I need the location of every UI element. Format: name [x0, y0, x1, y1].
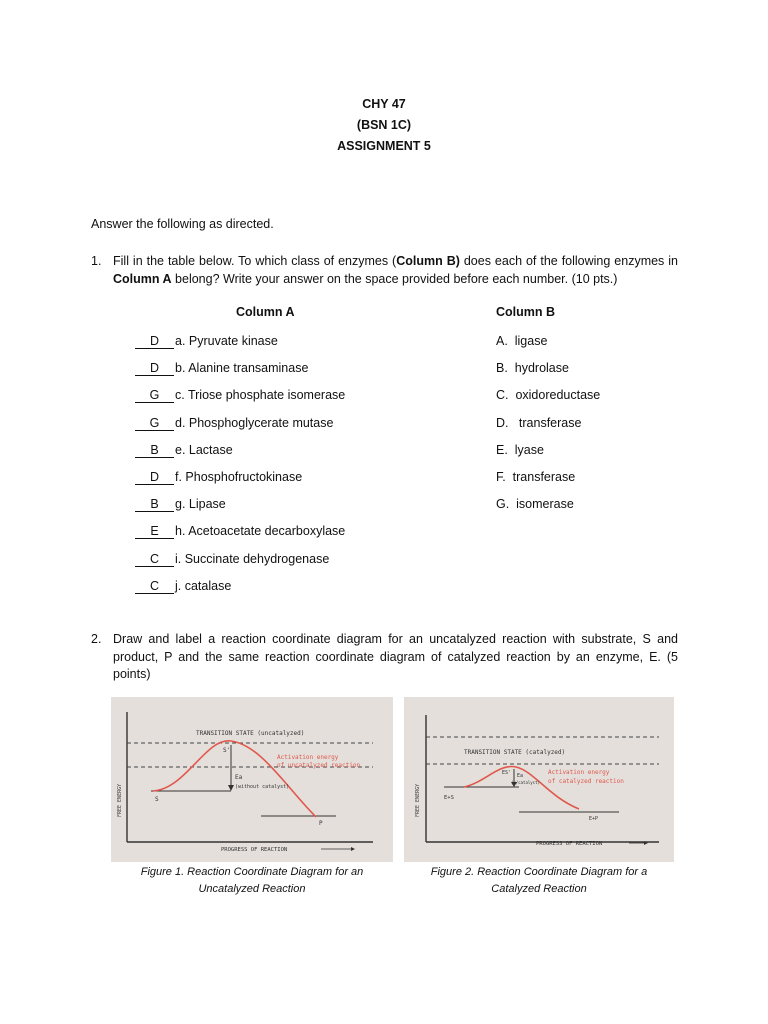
answer-blank[interactable]: E	[135, 524, 174, 539]
ea-label: Ea	[235, 774, 243, 781]
q1-text-part: belong? Write your answer on the space provided before each number. (10 pts.)	[171, 271, 618, 286]
question-1-number: 1.	[91, 254, 102, 268]
figure-2-image	[404, 697, 674, 862]
course-code: CHY 47	[362, 97, 406, 111]
q1-text-part: Fill in the table below. To which class of enzymes (	[113, 254, 397, 268]
column-b-item: C. oxidoreductase	[496, 388, 601, 403]
activation-label-1: Activation energy	[277, 754, 339, 761]
answer-blank[interactable]: D	[135, 470, 174, 485]
enzyme-label: i. Succinate dehydrogenase	[175, 551, 330, 566]
assignment-title: ASSIGNMENT 5	[337, 139, 431, 153]
question-2-text: Draw and label a reaction coordinate diagram for an uncatalyzed reaction with substrate, S and product, P and the same reaction coordinate diagram of catalyzed reaction by an enzyme, E. (5 points)	[113, 632, 678, 681]
column-b-item: A. ligase	[496, 334, 548, 348]
column-a-header: Column A	[236, 305, 295, 319]
question-2	[91, 631, 678, 684]
column-a-item	[135, 552, 329, 570]
x-axis-label: PROGRESS OF REACTION	[536, 841, 603, 847]
substrate-label: E+S	[444, 795, 454, 801]
column-b-item: B. hydrolase	[496, 361, 569, 376]
column-b-item: E. lyase	[496, 442, 544, 457]
answer-blank[interactable]: G	[135, 416, 174, 431]
activation-label-2: of uncatalyzed reaction	[277, 762, 361, 769]
activation-label-2: of catalyzed reaction	[548, 778, 624, 785]
answer-blank[interactable]: D	[135, 361, 174, 376]
column-b-item: D. transferase	[496, 415, 582, 430]
column-a-item	[135, 334, 278, 352]
figure-1-diagram	[111, 697, 393, 862]
s-label: S	[155, 796, 159, 803]
figure-2-caption-line-2: Catalyzed Reaction	[491, 883, 587, 895]
ts-label: TRANSITION STATE (catalyzed)	[464, 749, 566, 756]
figure-1-caption-line-2: Uncatalyzed Reaction	[198, 883, 306, 895]
column-a-item	[135, 497, 226, 515]
y-axis-label: FREE ENERGY	[415, 783, 421, 817]
figure-1-caption-line-1: Figure 1. Reaction Coordinate Diagram for an	[140, 866, 364, 878]
question-1	[91, 253, 678, 288]
q1-column-a-ref: Column A	[113, 271, 172, 286]
product-label: E+P	[589, 816, 599, 822]
question-2-number: 2.	[91, 632, 102, 646]
column-a-item	[135, 388, 345, 406]
ea-sub-label: (without catalyst)	[235, 784, 290, 790]
y-axis-label: FREE ENERGY	[117, 783, 123, 817]
x-axis-arrow-head	[351, 847, 355, 851]
q1-text-part: does each of the following enzymes in	[459, 254, 678, 268]
q1-column-b-ref: Column B)	[396, 254, 460, 268]
enzyme-label: b. Alanine transaminase	[175, 361, 309, 376]
ea-arrow-head	[228, 785, 234, 791]
p-label: P	[319, 820, 323, 827]
column-b-item: G. isomerase	[496, 497, 574, 512]
figure-2-caption-line-1: Figure 2. Reaction Coordinate Diagram for a	[430, 866, 648, 878]
enzyme-label: c. Triose phosphate isomerase	[175, 388, 346, 403]
enzyme-label: e. Lactase	[175, 442, 233, 457]
enzyme-label: a. Pyruvate kinase	[175, 334, 278, 348]
column-b-item: F. transferase	[496, 470, 576, 484]
instruction-text: Answer the following as directed.	[91, 217, 274, 231]
figure-1-caption	[111, 864, 393, 898]
section-label: (BSN 1C)	[356, 118, 412, 132]
enzyme-label: j. catalase	[175, 578, 232, 593]
answer-blank[interactable]: B	[135, 497, 174, 512]
column-a-item	[135, 443, 233, 461]
answer-blank[interactable]: B	[135, 443, 174, 458]
ts-label: TRANSITION STATE (uncatalyzed)	[196, 730, 305, 737]
column-b-header: Column B	[496, 305, 556, 319]
enzyme-label: f. Phosphofructokinase	[175, 470, 303, 484]
ts-mark: ES'	[502, 770, 512, 776]
question-1-text	[113, 253, 678, 288]
column-a-item	[135, 361, 308, 379]
column-a-item	[135, 416, 333, 434]
enzyme-label: d. Phosphoglycerate mutase	[175, 415, 334, 430]
figure-2-caption	[404, 864, 674, 898]
figure-1-image	[111, 697, 393, 862]
answer-blank[interactable]: C	[135, 552, 174, 567]
column-a-item	[135, 524, 345, 542]
figure-2-diagram	[404, 697, 674, 862]
document-header	[0, 94, 768, 157]
x-axis-label: PROGRESS OF REACTION	[221, 847, 288, 853]
column-a-item	[135, 579, 231, 597]
ea-label: Ea	[517, 773, 524, 779]
answer-blank[interactable]: G	[135, 388, 174, 403]
answer-blank[interactable]: C	[135, 579, 174, 594]
ts-mark: S'	[223, 747, 231, 754]
answer-blank[interactable]: D	[135, 334, 174, 349]
enzyme-label: g. Lipase	[175, 497, 226, 512]
ea-sub-label: (w/catalyst)	[511, 780, 540, 785]
enzyme-label: h. Acetoacetate decarboxylase	[175, 524, 346, 539]
activation-label-1: Activation energy	[548, 769, 610, 776]
column-a-item	[135, 470, 302, 488]
